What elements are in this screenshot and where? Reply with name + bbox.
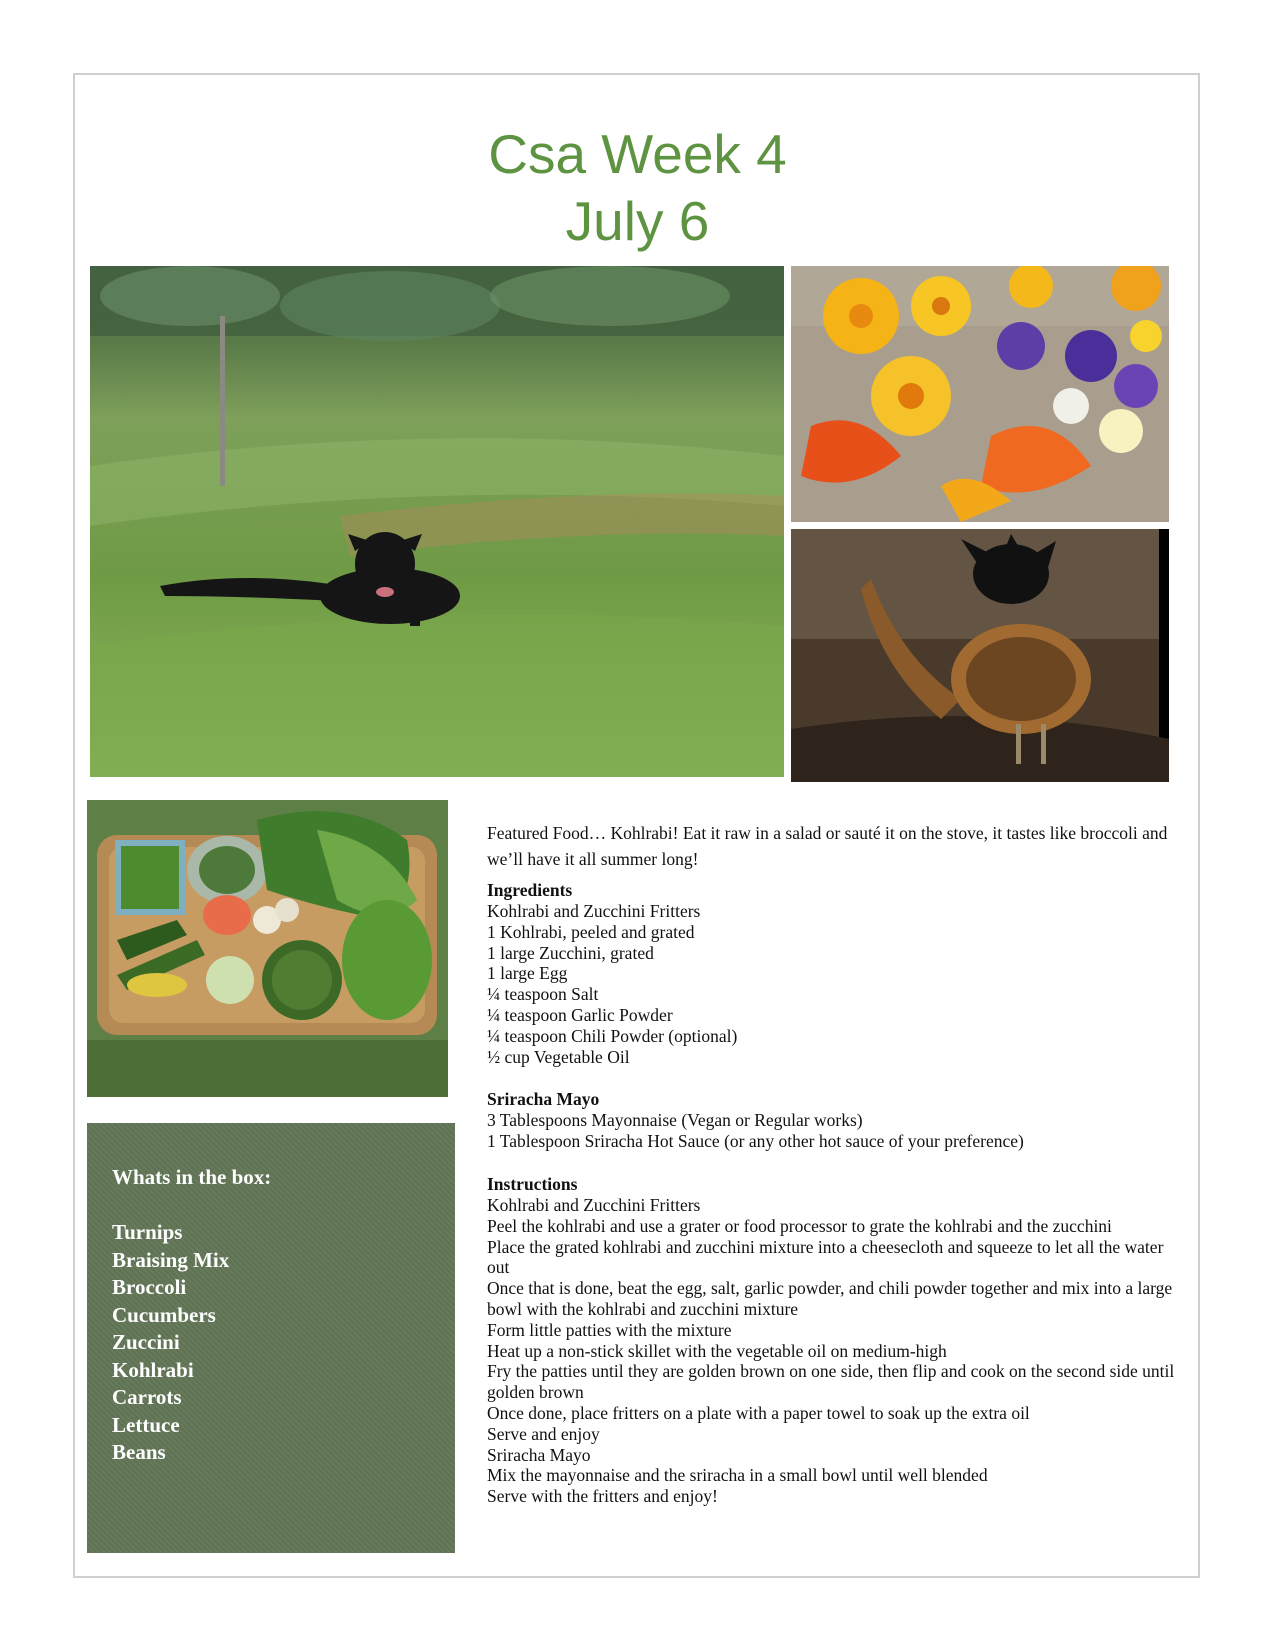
- instruction-line: Form little patties with the mixture: [487, 1319, 732, 1340]
- box-item: Broccoli: [112, 1275, 187, 1299]
- instruction-line: Sriracha Mayo: [487, 1444, 591, 1465]
- instruction-line: Fry the patties until they are golden brown on one side, then flip and cook on the second side until golden brown: [487, 1361, 1175, 1403]
- ingredient-line: 1 large Egg: [487, 963, 568, 984]
- instruction-line: Kohlrabi and Zucchini Fritters: [487, 1194, 701, 1215]
- box-item: Braising Mix: [112, 1247, 230, 1272]
- box-item: Kohlrabi: [112, 1357, 194, 1382]
- page-title: Csa Week 4: [488, 123, 787, 185]
- intro-paragraph: Featured Food… Kohlrabi! Eat it raw in a salad or sauté it on the stove, it tastes like broccoli and we’ll have it all summer long!: [487, 823, 1168, 869]
- mayo-line: 1 Tablespoon Sriracha Hot Sauce (or any other hot sauce of your preference): [487, 1131, 1024, 1152]
- photo-dog-in-field: [90, 266, 784, 777]
- ingredient-line: ¼ teaspoon Salt: [487, 984, 599, 1005]
- instructions-heading: Instructions: [487, 1173, 578, 1194]
- mayo-line: 3 Tablespoons Mayonnaise (Vegan or Regular works): [487, 1110, 863, 1131]
- instruction-line: Once that is done, beat the egg, salt, garlic powder, and chili powder together and mix into a large bowl with the kohlrabi and zucchini mixture: [487, 1278, 1173, 1319]
- box-title: Whats in the box:: [112, 1165, 272, 1189]
- mayo-heading: Sriracha Mayo: [487, 1089, 600, 1110]
- box-item: Beans: [112, 1440, 166, 1464]
- ingredient-line: ½ cup Vegetable Oil: [487, 1046, 630, 1067]
- instruction-line: Place the grated kohlrabi and zucchini mixture into a cheesecloth and squeeze to let all the water out: [487, 1236, 1164, 1278]
- box-item: Lettuce: [112, 1412, 180, 1437]
- photo-edible-flowers: [791, 266, 1169, 522]
- box-item: Cucumbers: [112, 1302, 216, 1327]
- ingredient-line: Kohlrabi and Zucchini Fritters: [487, 901, 701, 921]
- instruction-line: Peel the kohlrabi and use a grater or food processor to grate the kohlrabi and the zucchini: [487, 1215, 1112, 1236]
- page-date: July 6: [565, 190, 710, 252]
- mayo-list: [487, 1110, 1187, 1152]
- box-list: [112, 1219, 229, 1467]
- ingredients-heading: Ingredients: [487, 880, 573, 900]
- box-item: Zuccini: [112, 1330, 180, 1354]
- photo-rooster: [791, 529, 1169, 782]
- recipe-content: [487, 820, 1187, 1507]
- instruction-line: Serve with the fritters and enjoy!: [487, 1486, 718, 1507]
- instruction-line: Serve and enjoy: [487, 1423, 600, 1444]
- box-item: Turnips: [112, 1220, 183, 1244]
- instruction-line: Mix the mayonnaise and the sriracha in a small bowl until well blended: [487, 1465, 988, 1486]
- ingredient-line: ¼ teaspoon Garlic Powder: [487, 1004, 673, 1025]
- ingredients-list: [487, 901, 1187, 1067]
- ingredient-line: 1 large Zucchini, grated: [487, 942, 654, 963]
- photo-vegetable-basket: [87, 800, 448, 1097]
- ingredient-line: 1 Kohlrabi, peeled and grated: [487, 921, 695, 942]
- instruction-line: Once done, place fritters on a plate with a paper towel to soak up the extra oil: [487, 1402, 1030, 1423]
- instructions-list: [487, 1195, 1187, 1507]
- ingredient-line: ¼ teaspoon Chili Powder (optional): [487, 1025, 738, 1046]
- instruction-line: Heat up a non-stick skillet with the vegetable oil on medium-high: [487, 1340, 947, 1361]
- box-item: Carrots: [112, 1385, 182, 1409]
